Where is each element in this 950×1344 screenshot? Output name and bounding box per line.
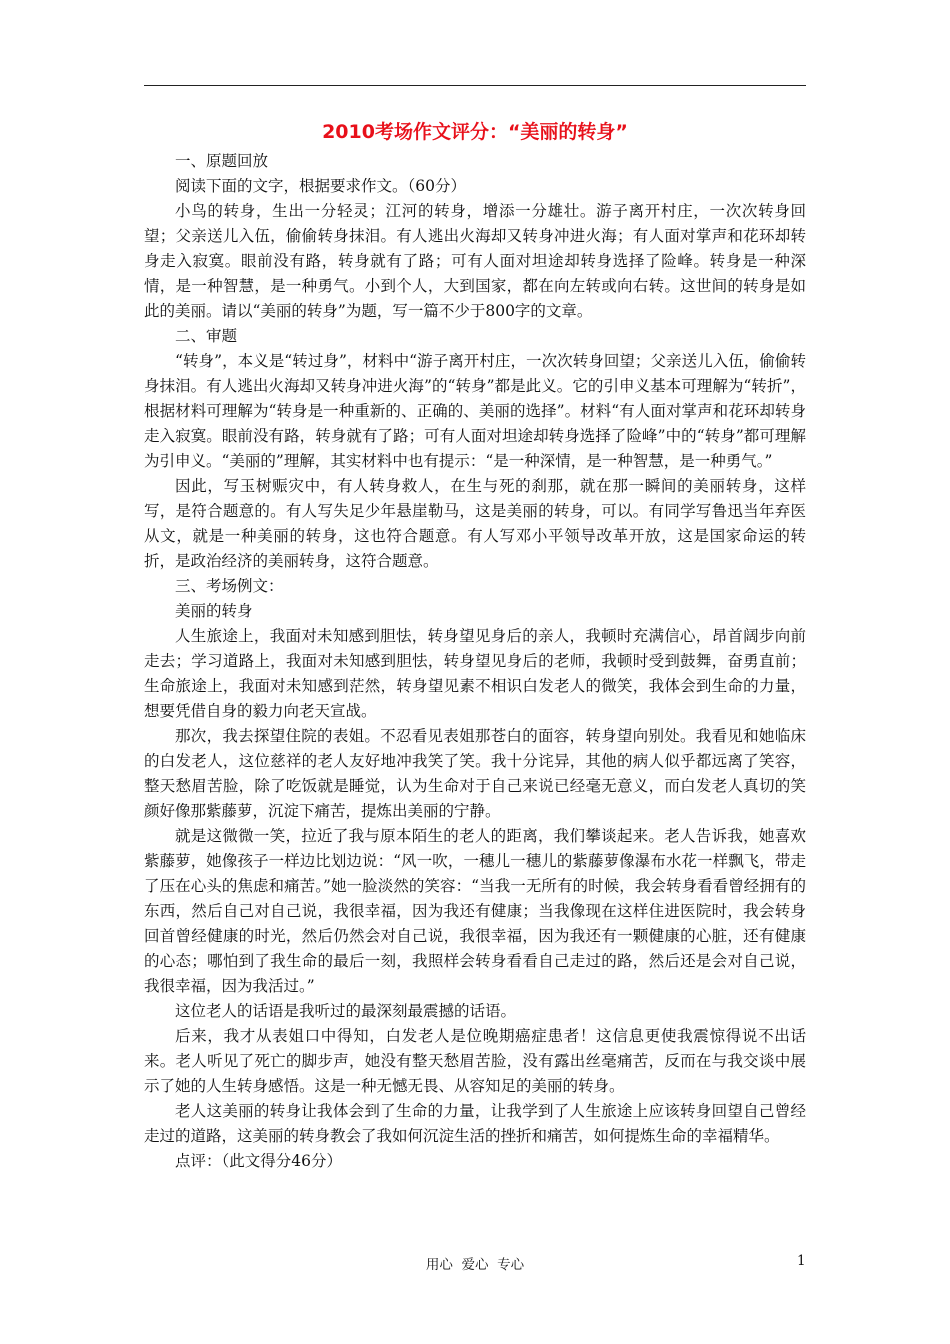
paragraph: 人生旅途上，我面对未知感到胆怯，转身望见身后的亲人，我顿时充满信心，昂首阔步向前走去；学习道路上，我面对未知感到胆怯，转身望见身后的老师，我顿时受到鼓舞，奋勇直前；生命旅途上，我面对未知感到茫然，转身望见素不相识白发老人的微笑，我体会到生命的力量，想要凭借自身的毅力向老天宣战。 [144, 627, 806, 720]
section-line: 一、原题回放 [175, 152, 269, 170]
paragraph: 就是这微微一笑，拉近了我与原本陌生的老人的距离，我们攀谈起来。老人告诉我，她喜欢紫藤萝，她像孩子一样边比划边说：“风一吹，一穗儿一穗儿的紫藤萝像瀑布水花一样飘飞，带走了压在心头的焦虑和痛苦。”她一脸淡然的笑容：“当我一无所有的时候，我会转身看看曾经拥有的东西，然后自己对自己说，我很幸福，因为我还有健康；当我像现在这样住进医院时，我会转身回首曾经健康的时光，然后仍然会对自己说，我很幸福，因为我还有一颗健康的心脏，还有健康的心态；哪怕到了我生命的最后一刻，我照样会转身看看自己走过的路，然后还是会对自己说，我很幸福，因为我活过。” [144, 827, 806, 995]
page-footer [0, 1253, 950, 1275]
page-number: 1 [797, 1253, 806, 1269]
paragraph: 那次，我去探望住院的表姐。不忍看见表姐那苍白的面容，转身望向别处。我看见和她临床的白发老人，这位慈祥的老人友好地冲我笑了笑。我十分诧异，其他的病人似乎都远离了笑容，整天愁眉苦脸，除了吃饭就是睡觉，认为生命对于自己来说已经毫无意义，而白发老人真切的笑颜好像那紫藤萝，沉淀下痛苦，提炼出美丽的宁静。 [144, 727, 806, 820]
paragraph: 老人这美丽的转身让我体会到了生命的力量，让我学到了人生旅途上应该转身回望自己曾经走过的道路，这美丽的转身教会了我如何沉淀生活的挫折和痛苦，如何提炼生命的幸福精华。 [144, 1102, 806, 1145]
paragraph-container [144, 149, 806, 1174]
paragraph: “转身”，本义是“转过身”，材料中“游子离开村庄，一次次转身回望；父亲送儿入伍，偷偷转身抹泪。有人逃出火海却又转身冲进火海”的“转身”都是此义。它的引申义基本可理解为“转折”，根据材料可理解为“转身是一种重新的、正确的、美丽的选择”。材料“有人面对掌声和花环却转身走入寂寞。眼前没有路，转身就有了路；可有人面对坦途却转身选择了险峰”中的“转身”都可理解为引申义。“美丽的”理解，其实材料中也有提示：“是一种深情，是一种智慧，是一种勇气。” [144, 352, 806, 470]
paragraph: 小鸟的转身，生出一分轻灵；江河的转身，增添一分雄壮。游子离开村庄，一次次转身回望；父亲送儿入伍，偷偷转身抹泪。有人逃出火海却又转身冲进火海；有人面对掌声和花环却转身走入寂寞。眼前没有路，转身就有了路；可有人面对坦途却转身选择了险峰。转身是一种深情，是一种智慧，是一种勇气。小到个人，大到国家，都在向左转或向右转。这世间的转身是如此的美丽。请以“美丽的转身”为题，写一篇不少于800字的文章。 [144, 202, 806, 320]
section-line: 三、考场例文： [175, 577, 284, 595]
document-title: 2010考场作文评分：“美丽的转身” [322, 121, 628, 143]
paragraph: 这位老人的话语是我听过的最深刻最震撼的话语。 [175, 1002, 517, 1020]
section-line: 二、审题 [175, 327, 238, 345]
footer-slogan: 用心 爱心 专心 [425, 1257, 525, 1273]
document-body [144, 120, 806, 1174]
paragraph: 因此，写玉树赈灾中，有人转身救人，在生与死的刹那，就在那一瞬间的美丽转身，这样写，是符合题意的。有人写失足少年悬崖勒马，这是美丽的转身，可以。有同学写鲁迅当年弃医从文，就是一种美丽的转身，这也符合题意。有人写邓小平领导改革开放，这是国家命运的转折，是政治经济的美丽转身，这符合题意。 [144, 477, 806, 570]
section-line: 阅读下面的文字，根据要求作文。（60分） [175, 177, 466, 195]
section-line: 点评：（此文得分46分） [175, 1152, 342, 1170]
paragraph: 后来，我才从表姐口中得知，白发老人是位晚期癌症患者！这信息更使我震惊得说不出话来。老人听见了死亡的脚步声，她没有整天愁眉苦脸，没有露出丝毫痛苦，反而在与我交谈中展示了她的人生转身感悟。这是一种无憾无畏、从容知足的美丽的转身。 [144, 1027, 806, 1095]
section-line: 美丽的转身 [175, 602, 253, 620]
header-rule [144, 85, 806, 86]
